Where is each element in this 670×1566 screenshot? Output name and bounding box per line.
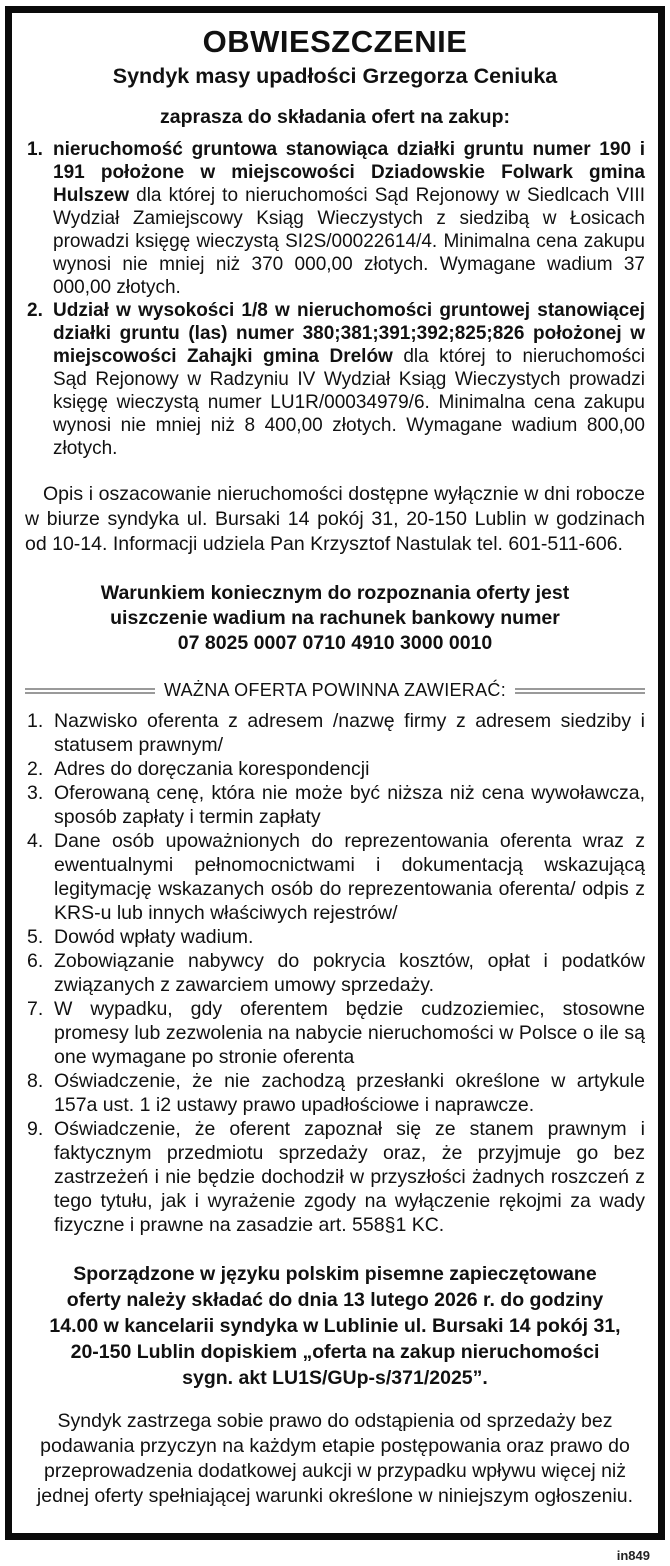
submission-line: sygn. akt LU1S/GUp-s/371/2025”. — [182, 1367, 488, 1389]
requirement-number: 9. — [27, 1118, 44, 1140]
invite-line: zaprasza do składania ofert na zakup: — [159, 106, 511, 128]
requirements-heading-row — [25, 680, 645, 701]
heading-rule-left — [25, 688, 155, 694]
requirement-item — [25, 709, 645, 757]
requirement-item — [25, 997, 645, 1069]
offer-number: 2. — [27, 300, 43, 321]
heading-rule-right — [515, 688, 645, 694]
submission-line: oferty należy składać do dnia 13 lutego 2026 r. do godziny — [66, 1289, 604, 1311]
requirement-number: 4. — [27, 830, 44, 852]
requirement-item — [25, 1069, 645, 1117]
corner-mark: in849 — [616, 1548, 650, 1563]
requirement-text: Zobowiązanie nabywcy do pokrycia kosztów, opłat i podatków związanych z zawarciem umowy sprzedaży. — [54, 950, 645, 996]
submission-line: Sporządzone w języku polskim pisemne zapieczętowane — [73, 1263, 597, 1285]
offer-rest-text: dla której to nieruchomości Sąd Rejonowy w Radzyniu IV Wydział Ksiąg Wieczystych prowadzi księgę wieczystą numer LU1R/00034979/6. Minimalna cena zakupu wynosi nie mniej niż 8 400,00 złotych. Wymagane wadium 800,00 złotych. — [53, 346, 645, 459]
requirement-number: 5. — [27, 926, 44, 948]
offer-item — [25, 138, 645, 299]
offers-list — [25, 138, 645, 460]
requirement-text: Oferowaną cenę, która nie może być niższa niż cena wywoławcza, sposób zapłaty i termin zapłaty — [54, 782, 645, 828]
offer-text — [53, 299, 645, 460]
wadium-account-number: 07 8025 0007 0710 4910 3000 0010 — [177, 632, 493, 654]
requirement-text: Adres do doręczania korespondencji — [54, 758, 370, 780]
offer-bold-text: Udział w wysokości 1/8 w nieruchomości gruntowej stanowiącej działki gruntu (las) numer 380;381;391;392;825;826 położonej w miejscowości Zahajki gmina Drelów — [53, 300, 645, 367]
requirement-number: 7. — [27, 998, 44, 1020]
requirement-number: 6. — [27, 950, 44, 972]
requirement-number: 3. — [27, 782, 44, 804]
wadium-line: Warunkiem koniecznym do rozpoznania oferty jest — [100, 582, 570, 604]
submission-line: 20-150 Lublin dopiskiem „oferta na zakup nieruchomości — [70, 1341, 600, 1363]
requirement-text: Oświadczenie, że oferent zapoznał się ze stanem prawnym i faktycznym przedmiotu sprzedaży oraz, że przyjmuje go bez zastrzeżeń i nie będzie dochodził w przyszłości żadnych roszczeń z tego tytułu, jak i wyrażenie zgody na wyłączenie rękojmi za wady fizyczne i prawne na zasadzie art. 558§1 KC. — [54, 1118, 645, 1236]
requirement-number: 8. — [27, 1070, 44, 1092]
offer-text — [53, 138, 645, 299]
offer-number: 1. — [27, 139, 43, 160]
offer-rest-text: dla której to nieruchomości Sąd Rejonowy w Siedlcach VIII Wydział Zamiejscowy Ksiąg Wieczystych z siedzibą w Łosicach prowadzi księgę wieczystą SI2S/00022614/4. Minimalna cena zakupu wynosi nie mniej niż 370 000,00 złotych. Wymagane wadium 37 000,00 złotych. — [53, 185, 645, 298]
offer-bold-text: nieruchomość gruntowa stanowiąca działki gruntu numer 190 i 191 położone w miejscowości Dziadowskie Folwark gmina Hulszew — [53, 139, 645, 206]
wadium-notice — [25, 581, 645, 656]
requirement-item — [25, 925, 645, 949]
requirement-item — [25, 757, 645, 781]
page-subtitle: Syndyk masy upadłości Grzegorza Ceniuka — [112, 64, 558, 88]
requirements-heading: WAŻNA OFERTA POWINNA ZAWIERAĆ: — [163, 680, 507, 700]
disclaimer-paragraph: Syndyk zastrzega sobie prawo do odstąpienia od sprzedaży bez podawania przyczyn na każdym etapie postępowania oraz prawo do przeprowadzenia dodatkowej aukcji w przypadku wpływu więcej niż jednej oferty spełniającej warunki określone w niniejszym ogłoszeniu. — [36, 1410, 634, 1507]
requirement-item — [25, 829, 645, 925]
requirement-item — [25, 781, 645, 829]
offer-item — [25, 299, 645, 460]
requirement-text: Dane osób upoważnionych do reprezentowania oferenta wraz z ewentualnymi pełnomocnictwami i dokumentacją wskazującą legitymację wskazanych osób do reprezentowania oferenta/ odpis z KRS-u lub innych właściwych rejestrów/ — [54, 830, 645, 924]
requirements-list — [25, 709, 645, 1237]
requirement-text: Dowód wpłaty wadium. — [54, 926, 254, 948]
requirement-text: Oświadczenie, że nie zachodzą przesłanki określone w artykule 157a ust. 1 i2 ustawy prawo upadłościowe i naprawcze. — [54, 1070, 645, 1116]
contact-paragraph: Opis i oszacowanie nieruchomości dostępne wyłącznie w dni robocze w biurze syndyka ul. Bursaki 14 pokój 31, 20-150 Lublin w godzinach od 10-14. Informacji udziela Pan Krzysztof Nastulak tel. 601-511-606. — [25, 483, 645, 555]
wadium-line: uiszczenie wadium na rachunek bankowy numer — [110, 607, 560, 629]
requirement-text: W wypadku, gdy oferentem będzie cudzoziemiec, stosowne promesy lub zezwolenia na nabycie nieruchomości w Polsce o ile są one wymagane po stronie oferenta — [54, 998, 645, 1068]
requirement-number: 2. — [27, 758, 44, 780]
announcement-frame — [5, 6, 665, 1540]
submission-line: 14.00 w kancelarii syndyka w Lublinie ul. Bursaki 14 pokój 31, — [49, 1315, 621, 1337]
page-title: OBWIESZCZENIE — [202, 24, 468, 59]
requirement-item — [25, 949, 645, 997]
submission-notice — [25, 1261, 645, 1391]
requirement-text: Nazwisko oferenta z adresem /nazwę firmy z adresem siedziby i statusem prawnym/ — [54, 710, 645, 756]
requirement-item — [25, 1117, 645, 1237]
requirement-number: 1. — [27, 710, 44, 732]
